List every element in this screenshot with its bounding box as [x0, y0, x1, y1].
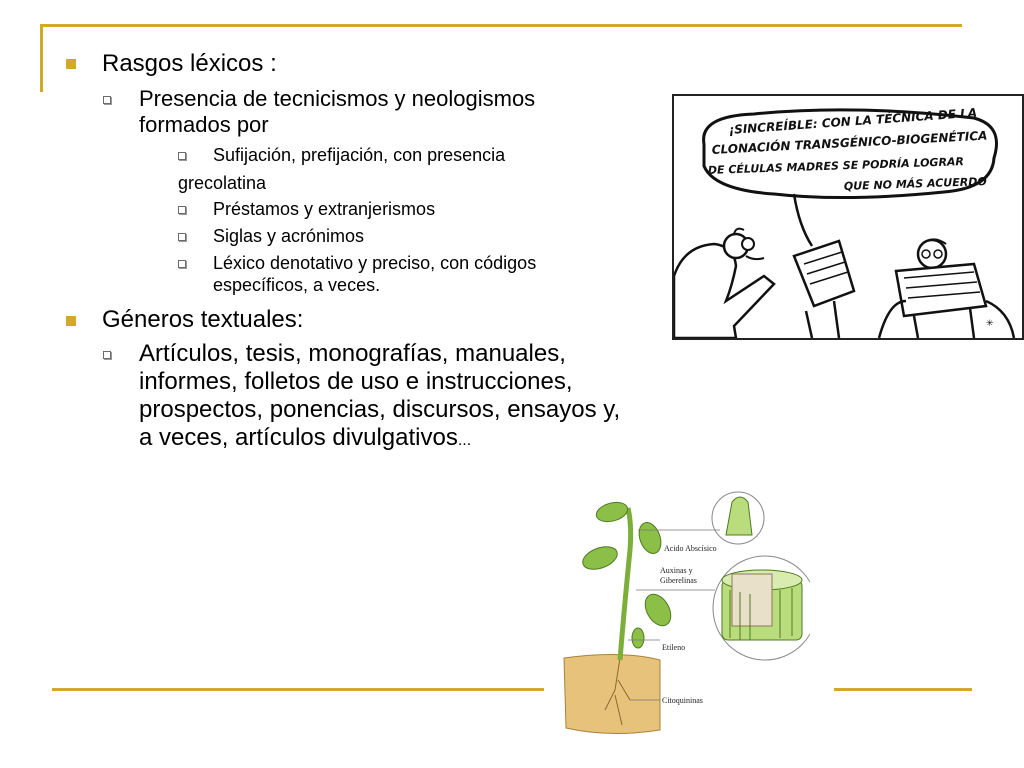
section2-heading: Géneros textuales:	[102, 306, 304, 333]
section2-line4	[139, 424, 471, 455]
hollow-square-bullet-icon	[103, 351, 111, 359]
bullet-square-icon	[66, 316, 76, 326]
list-item-continuation: específicos, a veces.	[213, 275, 381, 295]
bottom-rule-left	[52, 688, 544, 691]
top-rule	[40, 24, 962, 27]
list-item-continuation: grecolatina	[178, 173, 267, 193]
speech-line-2: CLONACIÓN TRANSGÉNICO-BIOGENÉTICA	[711, 128, 988, 157]
section2-line2: informes, folletos de uso e instrucciones,	[139, 368, 573, 395]
section2-line1: Artículos, tesis, monografías, manuales,	[139, 340, 566, 367]
hollow-square-bullet-icon	[103, 96, 111, 104]
speech-line-1: ¡SINCREÍBLE: CON LA TÉCNICA DE LA	[728, 105, 978, 137]
label-citoquininas: Citoquininas	[662, 696, 703, 705]
hollow-square-bullet-icon	[178, 260, 186, 268]
plant-hormone-diagram	[560, 490, 810, 738]
cartoon-illustration	[672, 94, 1024, 340]
speech-line-3: DE CÉLULAS MADRES SE PODRÍA LOGRAR	[707, 155, 965, 177]
ellipsis: ...	[457, 432, 472, 449]
svg-text:✳: ✳	[986, 319, 994, 329]
section2-line4-text: a veces, artículos divulgativos	[139, 424, 458, 451]
hollow-square-bullet-icon	[178, 152, 186, 160]
list-item: Préstamos y extranjerismos	[213, 199, 436, 219]
list-item: Sufijación, prefijación, con presencia	[213, 145, 506, 165]
left-rule	[40, 24, 43, 92]
list-item: Siglas y acrónimos	[213, 226, 365, 246]
list-item: Léxico denotativo y preciso, con códigos	[213, 253, 537, 273]
label-etileno: Etileno	[662, 643, 686, 652]
cartoon-drawing	[674, 96, 1022, 338]
hollow-square-bullet-icon	[178, 233, 186, 241]
label-giberelinas: Giberelinas	[660, 576, 697, 585]
label-acido-abscisico: Acido Abscísico	[664, 544, 717, 553]
section1-sub-line1: Presencia de tecnicismos y neologismos	[139, 86, 536, 111]
label-auxinas: Auxinas y	[660, 566, 693, 575]
section1-heading: Rasgos léxicos :	[102, 50, 277, 77]
bullet-square-icon	[66, 59, 76, 69]
bottom-rule-right	[834, 688, 972, 691]
speech-line-4: QUE NO MÁS ACUERDO	[843, 175, 987, 193]
section1-sub-line2: formados por	[139, 112, 269, 137]
section2-line3: prospectos, ponencias, discursos, ensayos y,	[139, 396, 621, 423]
hollow-square-bullet-icon	[178, 206, 186, 214]
